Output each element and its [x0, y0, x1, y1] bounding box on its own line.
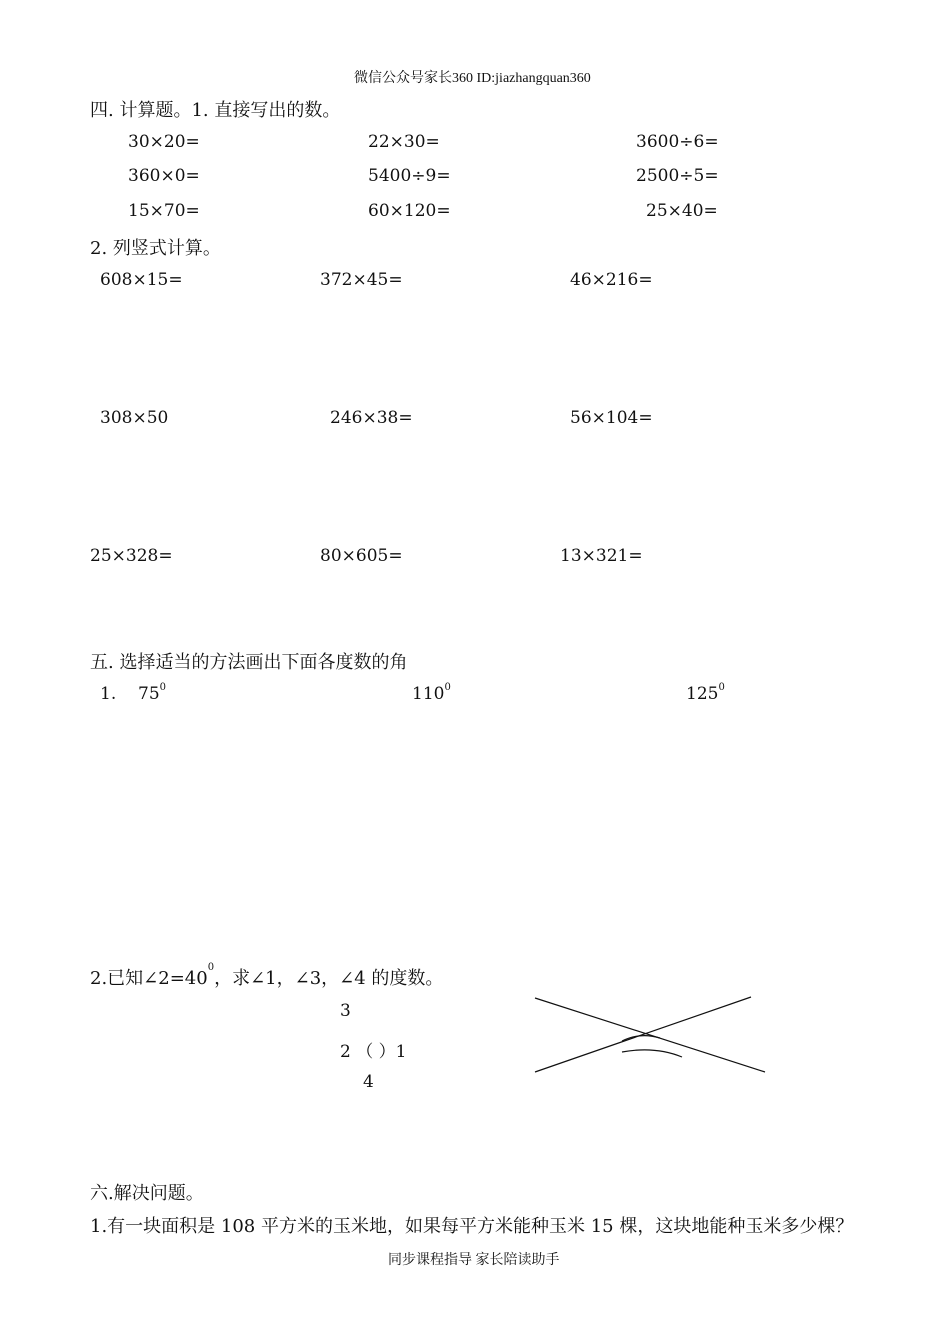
vertical-problem: 80×605=	[320, 546, 403, 566]
angle-arc	[622, 1050, 682, 1057]
oral-problem: 3600÷6=	[636, 132, 719, 152]
diagram-label-bottom: 4	[363, 1072, 374, 1092]
diagram-label-top: 3	[340, 1001, 351, 1021]
vertical-problem: 608×15=	[100, 270, 183, 290]
angle-value: 110	[412, 684, 445, 704]
vertical-calc-title: 2. 列竖式计算。	[90, 238, 221, 259]
oral-problem: 2500÷5=	[636, 166, 719, 186]
oral-problem: 60×120=	[368, 201, 451, 221]
vertical-problem: 46×216=	[570, 270, 653, 290]
question-suffix: ，求∠1，∠3，∠4 的度数。	[214, 968, 444, 989]
degree-symbol: 0	[159, 682, 167, 693]
vertical-problem: 308×50	[100, 408, 169, 428]
oral-problem: 5400÷9=	[368, 166, 451, 186]
oral-problem: 360×0=	[128, 166, 200, 186]
word-problem: 1.有一块面积是 108 平方米的玉米地，如果每平方米能种玉米 15 棵，这块地能种玉米多少棵？	[90, 1216, 854, 1237]
oral-problem: 25×40=	[646, 201, 718, 221]
vertical-problem: 56×104=	[570, 408, 653, 428]
question-angles	[90, 964, 443, 990]
degree-symbol: 0	[207, 962, 215, 973]
question-prefix: 2.已知∠2=40	[90, 968, 208, 989]
oral-problem: 22×30=	[368, 132, 440, 152]
section-4-title: 四. 计算题。1. 直接写出的数。	[90, 100, 341, 121]
section-5-title: 五. 选择适当的方法画出下面各度数的角	[90, 652, 408, 673]
degree-symbol: 0	[718, 682, 725, 693]
intersecting-lines-diagram	[525, 990, 775, 1085]
vertical-problem: 13×321=	[560, 546, 643, 566]
diagram-line	[535, 998, 765, 1072]
page-footer: 同步课程指导 家长陪读助手	[388, 1253, 560, 1268]
oral-problem: 15×70=	[128, 201, 200, 221]
angle-degree	[686, 684, 725, 704]
vertical-problem: 372×45=	[320, 270, 403, 290]
oral-problem: 30×20=	[128, 132, 200, 152]
angle-degree	[412, 684, 451, 704]
angle-degree	[138, 684, 166, 704]
question-number: 1.	[100, 684, 117, 704]
page-header: 微信公众号家长360 ID:jiazhangquan360	[354, 71, 591, 86]
angle-value: 125	[686, 684, 719, 704]
section-6-title: 六.解决问题。	[90, 1183, 204, 1204]
vertical-problem: 25×328=	[90, 546, 173, 566]
degree-symbol: 0	[444, 682, 451, 693]
diagram-label-middle: 2 （ ）1	[340, 1042, 407, 1062]
angle-value: 75	[138, 684, 160, 704]
vertical-problem: 246×38=	[330, 408, 413, 428]
